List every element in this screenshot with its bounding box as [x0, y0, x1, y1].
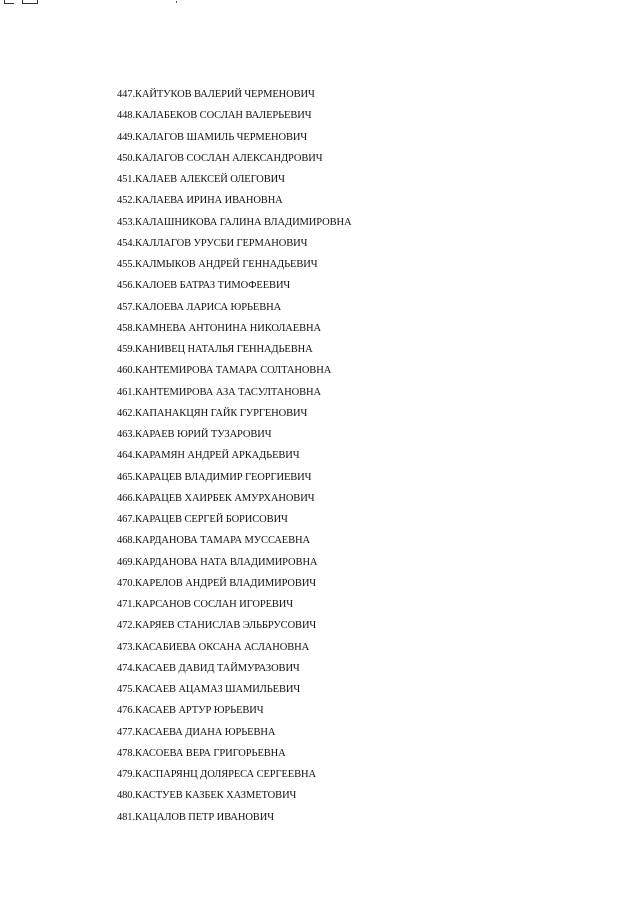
list-item: 479.КАСПАРЯНЦ ДОЛЯРЕСА СЕРГЕЕВНА — [117, 769, 316, 780]
list-item: 456.КАЛОЕВ БАТРАЗ ТИМОФЕЕВИЧ — [117, 280, 291, 292]
list-item: 473.КАСАБИЕВА ОКСАНА АСЛАНОВНА — [117, 641, 310, 653]
list-item: 458.КАМНЕВА АНТОНИНА НИКОЛАЕВНА — [117, 322, 321, 334]
list-item: 451.КАЛАЕВ АЛЕКСЕЙ ОЛЕГОВИЧ — [117, 174, 285, 185]
list-item: 466.КАРАЦЕВ ХАИРБЕК АМУРХАНОВИЧ — [117, 492, 315, 504]
list-item: 475.КАСАЕВ АЦАМАЗ ШАМИЛЬЕВИЧ — [117, 684, 301, 695]
list-item: 450.КАЛАГОВ СОСЛАН АЛЕКСАНДРОВИЧ — [117, 152, 323, 164]
list-item: 474.КАСАЕВ ДАВИД ТАЙМУРАЗОВИЧ — [117, 662, 300, 674]
list-item: 449.КАЛАГОВ ШАМИЛЬ ЧЕРМЕНОВИЧ — [117, 131, 308, 143]
list-item: 477.КАСАЕВА ДИАНА ЮРЬЕВНА — [117, 726, 276, 738]
name-list — [117, 84, 352, 828]
list-item: 470.КАРЕЛОВ АНДРЕЙ ВЛАДИМИРОВИЧ — [117, 577, 317, 589]
list-item: 471.КАРСАНОВ СОСЛАН ИГОРЕВИЧ — [117, 599, 293, 610]
scan-speck — [176, 1, 177, 3]
list-item: 464.КАРАМЯН АНДРЕЙ АРКАДЬЕВИЧ — [117, 450, 300, 462]
list-item: 481.КАЦАЛОВ ПЕТР ИВАНОВИЧ — [117, 811, 274, 823]
scan-artifact — [0, 0, 46, 5]
list-item: 457.КАЛОЕВА ЛАРИСА ЮРЬЕВНА — [117, 301, 282, 313]
list-item: 465.КАРАЦЕВ ВЛАДИМИР ГЕОРГИЕВИЧ — [117, 471, 312, 483]
list-item: 462.КАПАНАКЦЯН ГАЙК ГУРГЕНОВИЧ — [117, 407, 308, 419]
list-item: 459.КАНИВЕЦ НАТАЛЬЯ ГЕННАДЬЕВНА — [117, 344, 313, 355]
list-item: 468.КАРДАНОВА ТАМАРА МУССАЕВНА — [117, 535, 310, 547]
list-item: 454.КАЛЛАГОВ УРУСБИ ГЕРМАНОВИЧ — [117, 237, 308, 249]
list-item: 469.КАРДАНОВА НАТА ВЛАДИМИРОВНА — [117, 556, 318, 568]
list-item: 467.КАРАЦЕВ СЕРГЕЙ БОРИСОВИЧ — [117, 514, 288, 525]
list-item: 461.КАНТЕМИРОВА АЗА ТАСУЛТАНОВНА — [117, 386, 321, 398]
list-item: 472.КАРЯЕВ СТАНИСЛАВ ЭЛЬБРУСОВИЧ — [117, 620, 317, 632]
list-item: 463.КАРАЕВ ЮРИЙ ТУЗАРОВИЧ — [117, 429, 272, 440]
list-item: 453.КАЛАШНИКОВА ГАЛИНА ВЛАДИМИРОВНА — [117, 216, 352, 228]
list-item: 480.КАСТУЕВ КАЗБЕК ХАЗМЕТОВИЧ — [117, 790, 297, 802]
list-item: 447.КАЙТУКОВ ВАЛЕРИЙ ЧЕРМЕНОВИЧ — [117, 89, 315, 100]
list-item: 452.КАЛАЕВА ИРИНА ИВАНОВНА — [117, 195, 283, 207]
list-item: 460.КАНТЕМИРОВА ТАМАРА СОЛТАНОВНА — [117, 365, 332, 377]
list-item: 448.КАЛАБЕКОВ СОСЛАН ВАЛЕРЬЕВИЧ — [117, 110, 312, 122]
list-item: 476.КАСАЕВ АРТУР ЮРЬЕВИЧ — [117, 705, 264, 717]
list-item: 455.КАЛМЫКОВ АНДРЕЙ ГЕННАДЬЕВИЧ — [117, 259, 318, 270]
list-item: 478.КАСОЕВА ВЕРА ГРИГОРЬЕВНА — [117, 747, 286, 759]
